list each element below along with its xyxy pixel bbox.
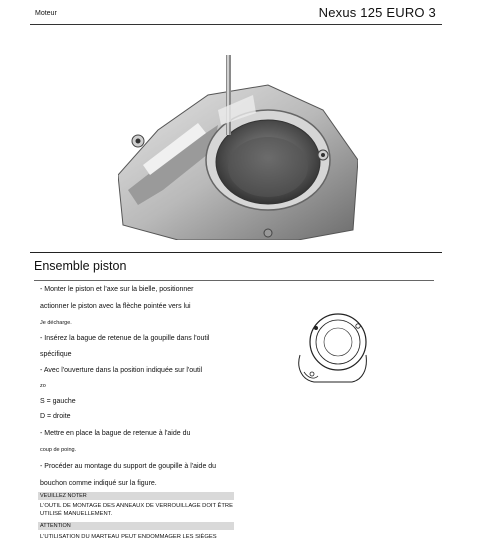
instruction-line: bouchon comme indiqué sur la figure. [40,480,157,487]
instruction-line: D = droite [40,413,71,420]
note-text: L'OUTIL DE MONTAGE DES ANNEAUX DE VERROUILLAGE DOIT ÊTRE UTILISÉ MANUELLEMENT. [40,503,233,517]
note-label: VEUILLEZ NOTER [38,492,234,500]
instruction-line: - Monter le piston et l'axe sur la bielle, positionner [40,286,194,293]
instruction-line: Je décharge. [40,320,72,326]
cylinder-photo [118,55,358,240]
instruction-line: - Insérez la bague de retenue de la goupille dans l'outil [40,335,210,342]
instruction-line: - Procéder au montage du support de goupille à l'aide du [40,463,217,470]
instruction-line: - Avec l'ouverture dans la position indiquée sur l'outil [40,367,203,374]
instruction-line: spécifique [40,351,72,358]
section-underline [34,280,434,281]
instruction-line: S = gauche [40,398,76,405]
header-model: Nexus 125 EURO 3 [318,5,436,20]
instruction-line: zo [40,383,46,389]
instruction-line: coup de poing. [40,447,77,453]
attention-text: L'UTILISATION DU MARTEAU PEUT ENDOMMAGER LES SIÈGES [40,534,217,540]
header-rule [30,24,442,25]
instruction-line: actionner le piston avec la flèche pointée vers lui [40,303,191,310]
attention-label: ATTENTION [38,522,234,530]
section-rule [30,252,442,253]
header-section: Moteur [35,10,57,17]
instruction-line: - Mettre en place la bague de retenue à l'aide du [40,430,191,437]
section-title: Ensemble piston [34,259,127,273]
retaining-ring-tool-diagram [292,310,372,390]
